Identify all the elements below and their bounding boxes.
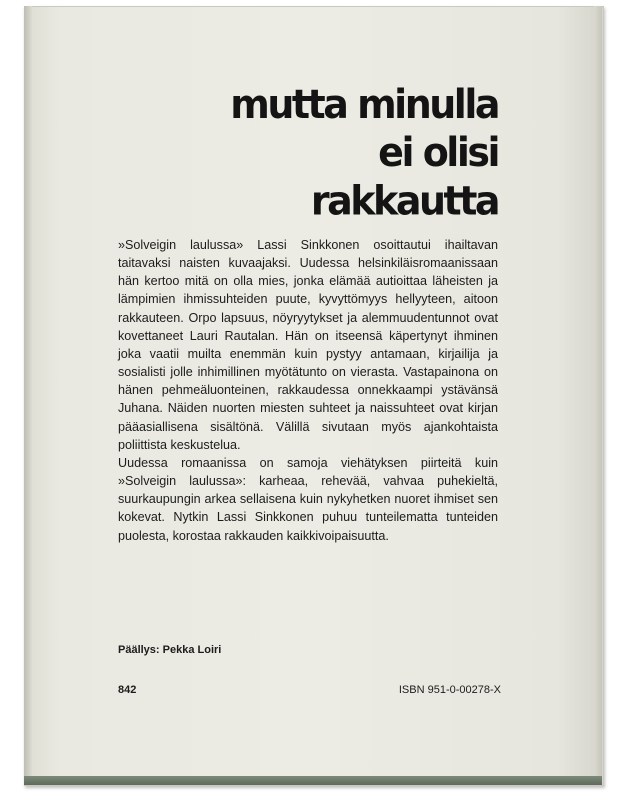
- blurb-paragraph: Uudessa romaanissa on samoja viehätyksen piirteitä kuin »Solveigin laulussa»: karheaa, rehevää, vahvaa puhekieltä, suurkaupungin arkea sellaisena kuin nykyhetken nuoret ihmiset sen kokevat. Nytkin Lassi Sinkkonen puhuu tunteilematta tunteiden puolesta, korostaa rakkauden kaikkivoipaisuutta.: [118, 455, 498, 543]
- isbn: ISBN 951-0-00278-X: [398, 684, 501, 696]
- title-line: mutta minulla: [230, 81, 498, 128]
- blurb-text: [118, 236, 498, 545]
- cover-credit: Päällys: Pekka Loiri: [118, 644, 222, 656]
- title-line: rakkautta: [310, 177, 498, 224]
- title-line: ei olisi: [378, 129, 498, 176]
- cover-bottom-band: [24, 776, 602, 785]
- spine-edge: [24, 6, 32, 784]
- catalog-number: 842: [118, 684, 137, 696]
- blurb-paragraph: »Solveigin laulussa» Lassi Sinkkonen osoittautui ihailtavan taitavaksi naisten kuvaajaksi. Uudessa helsinkiläisromaanissaan hän kertoo mitä on olla mies, jonka elämää autioittaa läheisten ja lämpimien ihmissuhteiden puute, kyvyttömyys hellyyteen, aitoon rakkauteen. Orpo lapsuus, nöyryytykset ja alemmuudentunnot ovat kovettaneet Lauri Rautalan. Hän on itseensä käpertynyt ihminen joka vaatii muilta enemmän kuin pystyy antamaan, kirjailija ja sosialisti jolle inhimillinen myötätunto on vierasta. Vastapainona on hänen pehmeäluonteinen, rakkaudessa onnekkaampi ystävänsä Juhana. Näiden nuorten miesten suhteet ja naissuhteet ovat kirjan pääasiallisena sisältönä. Välillä sivutaan myös ajankohtaista poliittista keskustelua.: [118, 238, 498, 452]
- cover-right-edge: [594, 6, 602, 784]
- book-title: [230, 80, 498, 225]
